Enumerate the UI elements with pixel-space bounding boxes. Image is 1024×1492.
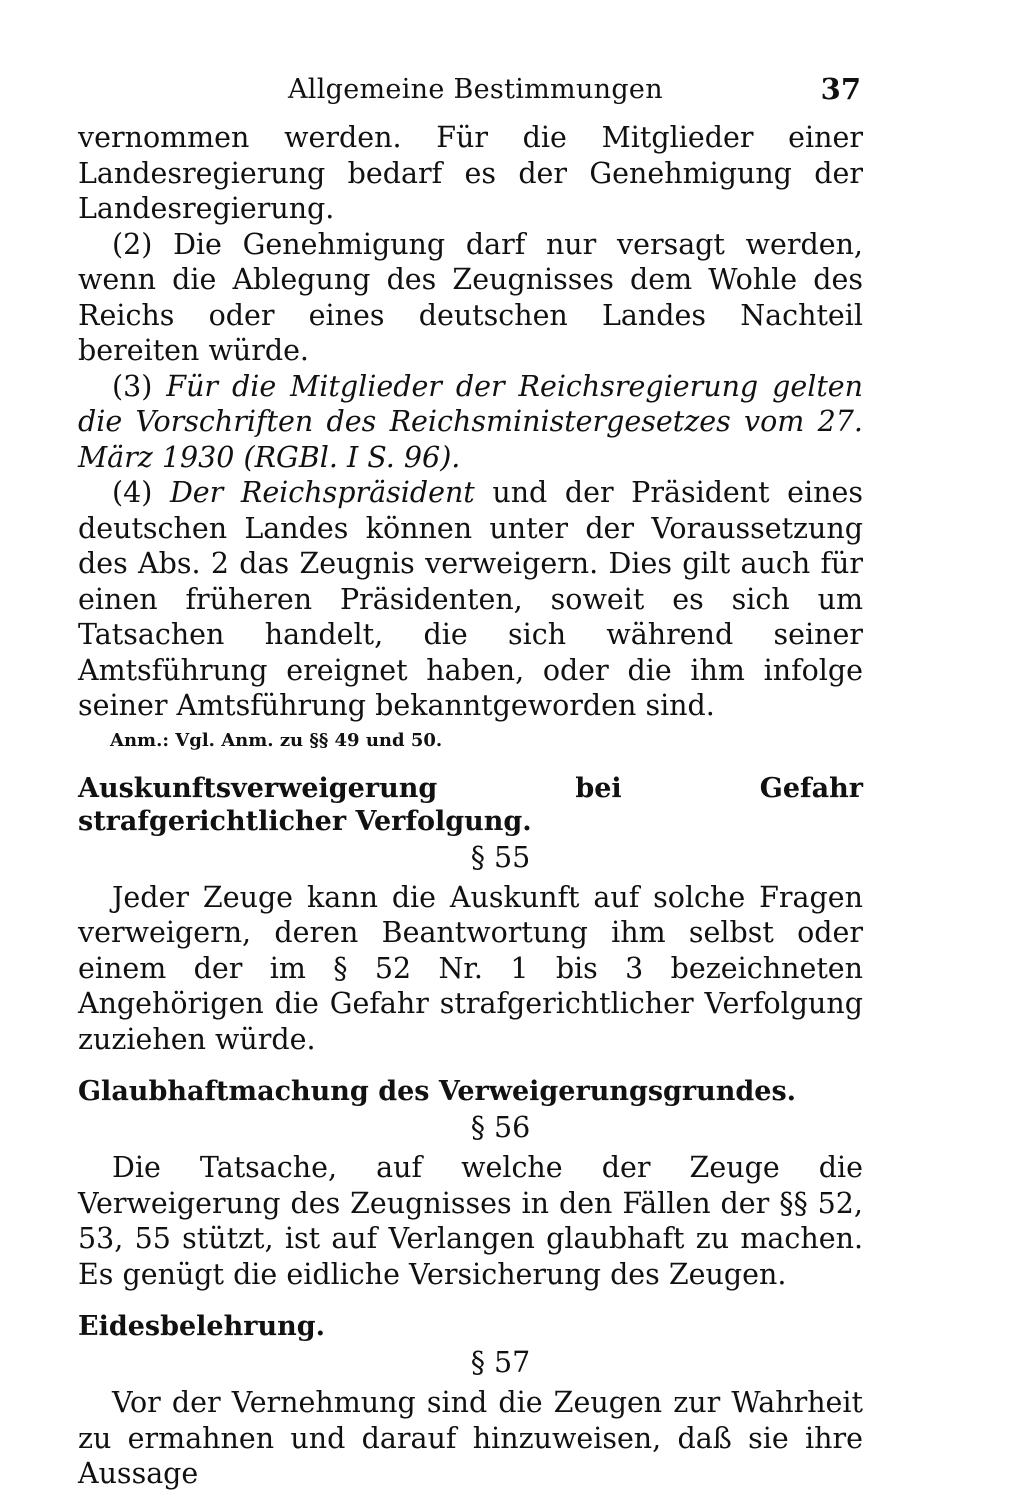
page-number: 37: [820, 72, 861, 106]
document-page: [78, 72, 863, 1492]
paragraph-4-text: und der Präsident eines deutschen Landes können unter der Voraussetzung des Abs. 2 das Zeugnis verweigern. Dies gilt auch für einen früheren Präsidenten, soweit es sich um Tatsachen handelt, die sich während seiner Amtsführung ereignet haben, oder die ihm infolge seiner Amtsführung bekanntgeworden sind.: [78, 476, 864, 722]
paragraph-3: [78, 369, 863, 476]
section-55-number: § 55: [470, 840, 531, 874]
section-57-number: § 57: [470, 1346, 531, 1379]
section-55-text: Jeder Zeuge kann die Auskunft auf solche Fragen verweigern, deren Beantwortung ihm selbst oder einem der im § 52 Nr. 1 bis 3 bezeichneten Angehörigen die Gefahr strafgerichtlicher Verfolgung zuziehen würde.: [78, 880, 863, 1056]
paragraph-3-text: Für die Mitglieder der Reichsregierung gelten die Vorschriften des Reichsministergesetzes vom 27. März 1930 (RGBl. I S. 96).: [78, 369, 863, 474]
section-57-heading: Eidesbelehrung.: [78, 1311, 325, 1342]
paragraph-4: [78, 475, 863, 724]
section-56-number: § 56: [470, 1111, 531, 1144]
paragraph-4-emphasis: Der Reichspräsident: [169, 476, 475, 509]
paragraph-2: (2) Die Genehmigung darf nur versagt werden, wenn die Ablegung des Zeugnisses dem Wohle des Reichs oder eines deutschen Landes Nachteil bereiten würde.: [78, 227, 863, 367]
paragraph-4-number: (4): [112, 476, 153, 509]
section-57-text: Vor der Vernehmung sind die Zeugen zur Wahrheit zu ermahnen und darauf hinzuweisen, daß sie ihre Aussage: [78, 1386, 863, 1490]
page-header: [78, 72, 863, 120]
section-56-heading: Glaubhaftmachung des Verweigerungsgrundes.: [78, 1076, 797, 1107]
continuation-paragraph: vernommen werden. Für die Mitglieder einer Landesregierung bedarf es der Genehmigung der Landesregierung.: [78, 121, 863, 225]
running-title: Allgemeine Bestimmungen: [288, 74, 663, 105]
section-56-text: Die Tatsache, auf welche der Zeuge die Verweigerung des Zeugnisses in den Fällen der §§ 52, 53, 55 stützt, ist auf Verlangen glaubhaft zu machen. Es genügt die eidliche Versicherung des Zeugen.: [78, 1151, 863, 1291]
paragraph-3-number: (3): [112, 369, 153, 403]
section-55-heading: Auskunftsverweigerung bei Gefahr strafgerichtlicher Verfolgung.: [78, 772, 863, 837]
annotation-note: Anm.: Vgl. Anm. zu §§ 49 und 50.: [110, 729, 443, 751]
